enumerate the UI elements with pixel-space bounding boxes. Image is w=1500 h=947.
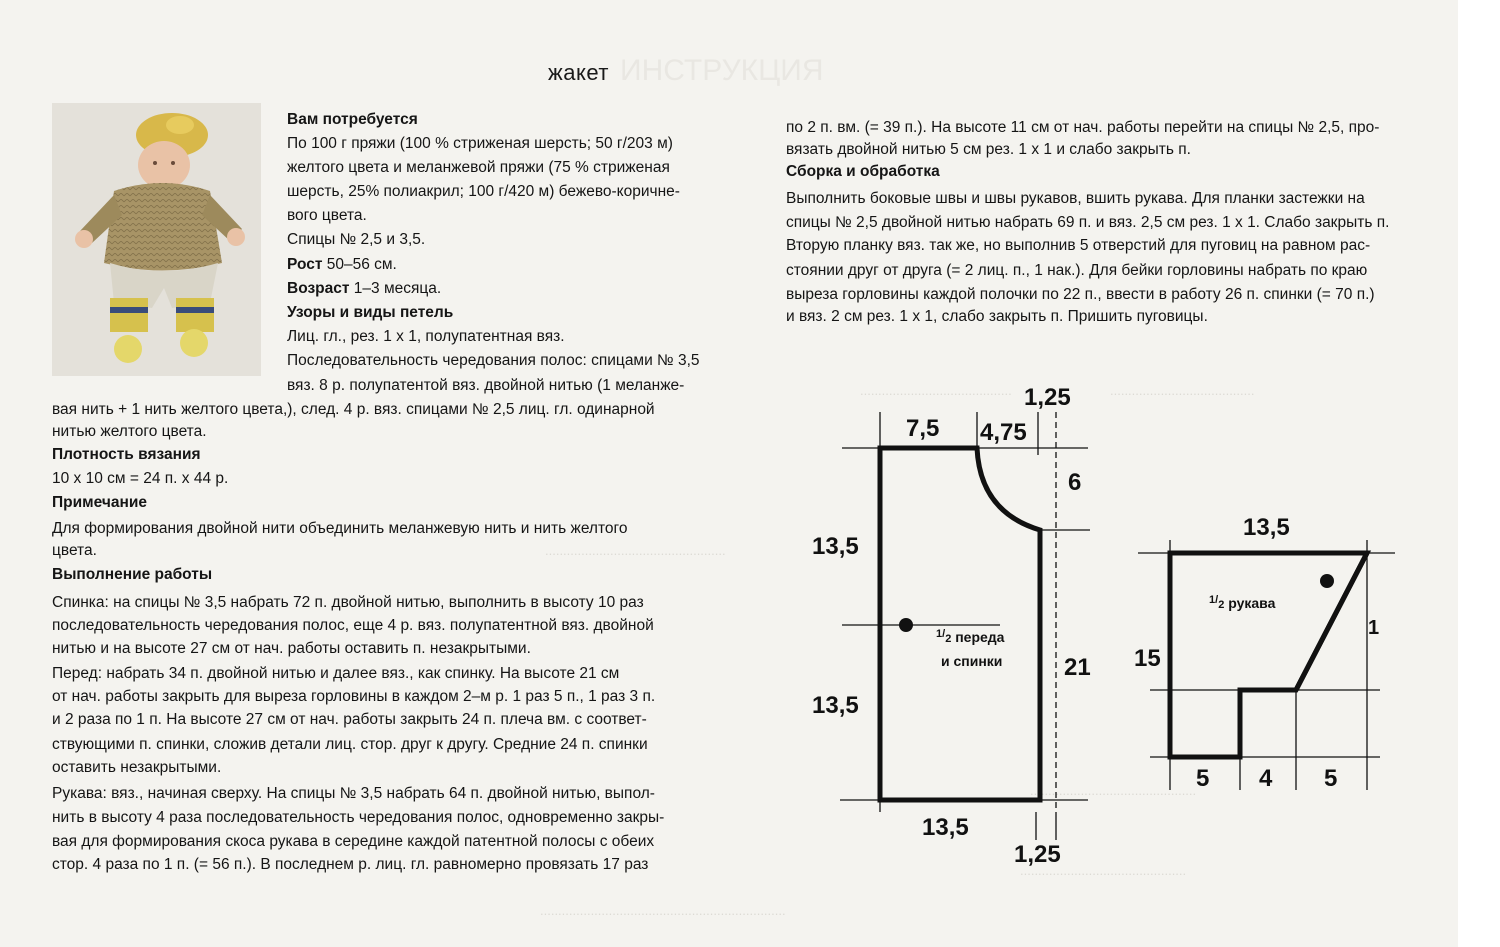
patterns-line: вая нить + 1 нить желтого цвета,), след. 4 р. вяз. спицами № 2,5 лиц. гл. одинарной bbox=[52, 401, 655, 418]
body-neck-depth-label: 6 bbox=[1068, 469, 1082, 496]
sleeve-caption-den: 2 bbox=[1218, 599, 1225, 611]
needs-line: По 100 г пряжи (100 % стриженая шерсть; 50 г/203 м) bbox=[287, 135, 673, 152]
height-value: 50–56 см. bbox=[322, 256, 397, 273]
work-line: и 2 раза по 1 п. На высоте 27 см от нач. работы закрыть 24 п. плеча вм. с соответ- bbox=[52, 711, 647, 728]
patterns-line: нитью желтого цвета. bbox=[52, 423, 207, 440]
work-line: Рукава: вяз., начиная сверху. На спицы № 3,5 набрать 64 п. двойной нитью, выпол- bbox=[52, 785, 655, 802]
sleeve-bottom-mid-label: 4 bbox=[1259, 765, 1273, 792]
density-value: 10 х 10 см = 24 п. х 44 р. bbox=[52, 470, 229, 487]
note-line: Для формирования двойной нити объединить меланжевую нить и нить желтого bbox=[52, 520, 628, 537]
needs-line: Спицы № 2,5 и 3,5. bbox=[287, 231, 426, 248]
assembly-line: спицы № 2,5 двойной нитью набрать 69 п. и вяз. 2,5 см рез. 1 х 1. Слабо закрыть п. bbox=[786, 214, 1390, 231]
patterns-line: Лиц. гл., рез. 1 х 1, полупатентная вяз. bbox=[287, 328, 565, 345]
sleeve-caption-text: рукава bbox=[1224, 595, 1276, 611]
work-line: ствующими п. спинки, сложив детали лиц. стор. друг к другу. Средние 24 п. спинки bbox=[52, 736, 648, 753]
body-bottom-width-label: 13,5 bbox=[922, 814, 969, 841]
needs-heading: Вам потребуется bbox=[287, 111, 418, 128]
patterns-heading: Узоры и виды петель bbox=[287, 304, 454, 321]
sleeve-schematic bbox=[1138, 540, 1395, 790]
work-line: Перед: набрать 34 п. двойной нитью и далее вяз., как спинку. На высоте 21 см bbox=[52, 665, 620, 682]
body-caption-half: 1/ bbox=[936, 628, 946, 640]
age-label: Возраст bbox=[287, 280, 350, 297]
right-line: по 2 п. вм. (= 39 п.). На высоте 11 см от нач. работы перейти на спицы № 2,5, про- bbox=[786, 119, 1380, 136]
assembly-heading: Сборка и обработка bbox=[786, 163, 940, 180]
sleeve-slope-label: 1 bbox=[1368, 617, 1380, 639]
patterns-line: вяз. 8 р. полупатентой вяз. двойной нитью (1 меланже- bbox=[287, 377, 685, 394]
work-line: последовательность чередования полос, еще 4 р. вяз. полупатентной вяз. двойной bbox=[52, 617, 654, 634]
assembly-line: Выполнить боковые швы и швы рукавов, вшить рукава. Для планки застежки на bbox=[786, 190, 1365, 207]
sleeve-caption bbox=[1209, 594, 1276, 611]
work-line: вая для формирования скоса рукава в середине каждой патентной полосы с обеих bbox=[52, 833, 655, 850]
body-caption bbox=[936, 628, 1005, 645]
sleeve-bottom-right-label: 5 bbox=[1324, 765, 1338, 792]
assembly-line: стоянии друг от друга (= 2 лиц. п., 1 нак.). Для бейки горловины набрать по краю bbox=[786, 262, 1368, 279]
body-top-mid-label: 4,75 bbox=[980, 419, 1027, 446]
sleeve-bottom-left-label: 5 bbox=[1196, 765, 1210, 792]
work-line: нить в высоту 4 раза последовательность чередования полос, одновременно закры- bbox=[52, 809, 665, 826]
assembly-line: выреза горловины каждой полочки по 22 п., ввести в работу 26 п. спинки (= 70 п.) bbox=[786, 286, 1375, 303]
body-caption-den: 2 bbox=[945, 633, 952, 645]
patterns-line: Последовательность чередования полос: спицами № 3,5 bbox=[287, 352, 700, 369]
age-value: 1–3 месяца. bbox=[349, 280, 442, 297]
needs-line: вого цвета. bbox=[287, 207, 367, 224]
body-center-height-label: 21 bbox=[1064, 654, 1091, 681]
needs-line: шерсть, 25% полиакрил; 100 г/420 м) бежево-коричне- bbox=[287, 183, 680, 200]
body-side-lower-label: 13,5 bbox=[812, 692, 859, 719]
magazine-page: ИНСТРУКЦИЯ .......................................... .................................................. ........................................ .............................................. .................................................................... .............................................. жакет Вам потребуется По 100 г пряжи (100 % стриженая шерсть; 50 г/203 м) желтого цвета и меланжевой пряжи (75 % стриженая шерсть, 25% полиакрил; 100 г/420 м) бежево-коричне- вого цвета. Спицы № 2,5 и 3,5. Рост 50–56 см. Возраст 1–3 месяца. Узоры и виды петель Лиц. гл., рез. 1 х 1, полупатентная вяз. Последовательность чередования полос: спицами № 3,5 вяз. 8 р. полупатентой вяз. двойной нитью (1 меланже- вая нить + 1 нить желтого цвета,), след. 4 р. вяз. спицами № 2,5 лиц. гл. одинарной нитью желтого цвета. Плотность вязания 10 х 10 см = 24 п. х 44 р. Примечание Для формирования двойной нити объединить меланжевую нить и нить желтого цвета. Выполнение работы Спинка: на спицы № 3,5 набрать 72 п. двойной нитью, выполнить в высоту 10 раз последовательность чередования полос, еще 4 р. вяз. полупатентной вяз. двойной нитью и на высоте 27 см от нач. работы оставить п. незакрытыми. Перед: набрать 34 п. двойной нитью и далее вяз., как спинку. На высоте 21 см от нач. работы закрыть для выреза горловины в каждом 2–м р. 1 раз 5 п., 1 раз 3 п. и 2 раза по 1 п. На высоте 27 см от нач. работы закрыть 24 п. плеча вм. с соответ- ствующими п. спинки, сложив детали лиц. стор. друг к другу. Средние 24 п. спинки оставить незакрытыми. Рукава: вяз., начиная сверху. На спицы № 3,5 набрать 64 п. двойной нитью, выпол- нить в высоту 4 раза последовательность чередования полос, одновременно закры- вая для формирования скоса рукава в середине каждой патентной полосы с обеих стор. 4 раза по 1 п. (= 56 п.). В последнем р. лиц. гл. равномерно провязать 17 раз по 2 п. вм. (= 39 п.). На высоте 11 см от нач. работы перейти на спицы № 2,5, про- вязать двойной нитью 5 см рез. 1 х 1 и слабо закрыть п. Сборка и обработка Выполнить боковые швы и швы рукавов, вшить рукава. Для планки застежки на спицы № 2,5 двойной нитью набрать 69 п. и вяз. 2,5 см рез. 1 х 1. Слабо закрыть п. Вторую планку вяз. так же, но выполнив 5 отверстий для пуговиц на равном рас- стоянии друг от друга (= 2 лиц. п., 1 нак.). Для бейки горловины набрать по краю выреза горловины каждой полочки по 22 п., ввести в работу 26 п. спинки (= 70 п.) и вяз. 2 см рез. 1 х 1, слабо закрыть п. Пришить пуговицы. 7,5 4,75 1,25 6 13,5 13,5 21 13,5 1,25 $^{1/}_2$ переда и спинки 13,5 15 1 5 4 5 $^{1/}_2$ рукава bbox=[0, 0, 1500, 947]
body-caption-line2: и спинки bbox=[941, 653, 1003, 669]
sleeve-top-width-label: 13,5 bbox=[1243, 514, 1290, 541]
assembly-line: Вторую планку вяз. так же, но выполнив 5 отверстий для пуговиц на равном рас- bbox=[786, 237, 1371, 254]
body-schematic bbox=[840, 412, 1090, 840]
note-heading: Примечание bbox=[52, 494, 147, 511]
assembly-line: и вяз. 2 см рез. 1 х 1, слабо закрыть п. Пришить пуговицы. bbox=[786, 308, 1208, 325]
body-top-left-label: 7,5 bbox=[906, 415, 940, 442]
body-caption-line1: переда bbox=[951, 629, 1005, 645]
page-title: жакет bbox=[548, 60, 609, 85]
sleeve-caption-half: 1/ bbox=[1209, 594, 1219, 606]
needs-line: желтого цвета и меланжевой пряжи (75 % стриженая bbox=[287, 159, 670, 176]
work-line: от нач. работы закрыть для выреза горловины в каждом 2–м р. 1 раз 5 п., 1 раз 3 п. bbox=[52, 688, 656, 705]
body-bottom-right-label: 1,25 bbox=[1014, 841, 1061, 868]
sleeve-height-label: 15 bbox=[1134, 645, 1161, 672]
height-label: Рост bbox=[287, 256, 323, 273]
right-line: вязать двойной нитью 5 см рез. 1 х 1 и слабо закрыть п. bbox=[786, 141, 1191, 158]
note-line: цвета. bbox=[52, 542, 97, 559]
work-line: оставить незакрытыми. bbox=[52, 759, 222, 776]
density-heading: Плотность вязания bbox=[52, 446, 201, 463]
work-line: стор. 4 раза по 1 п. (= 56 п.). В последнем р. лиц. гл. равномерно провязать 17 раз bbox=[52, 856, 649, 873]
work-line: Спинка: на спицы № 3,5 набрать 72 п. двойной нитью, выполнить в высоту 10 раз bbox=[52, 594, 644, 611]
body-side-upper-label: 13,5 bbox=[812, 533, 859, 560]
body-top-right-label: 1,25 bbox=[1024, 384, 1071, 411]
work-heading: Выполнение работы bbox=[52, 566, 213, 583]
work-line: нитью и на высоте 27 см от нач. работы оставить п. незакрытыми. bbox=[52, 640, 531, 657]
